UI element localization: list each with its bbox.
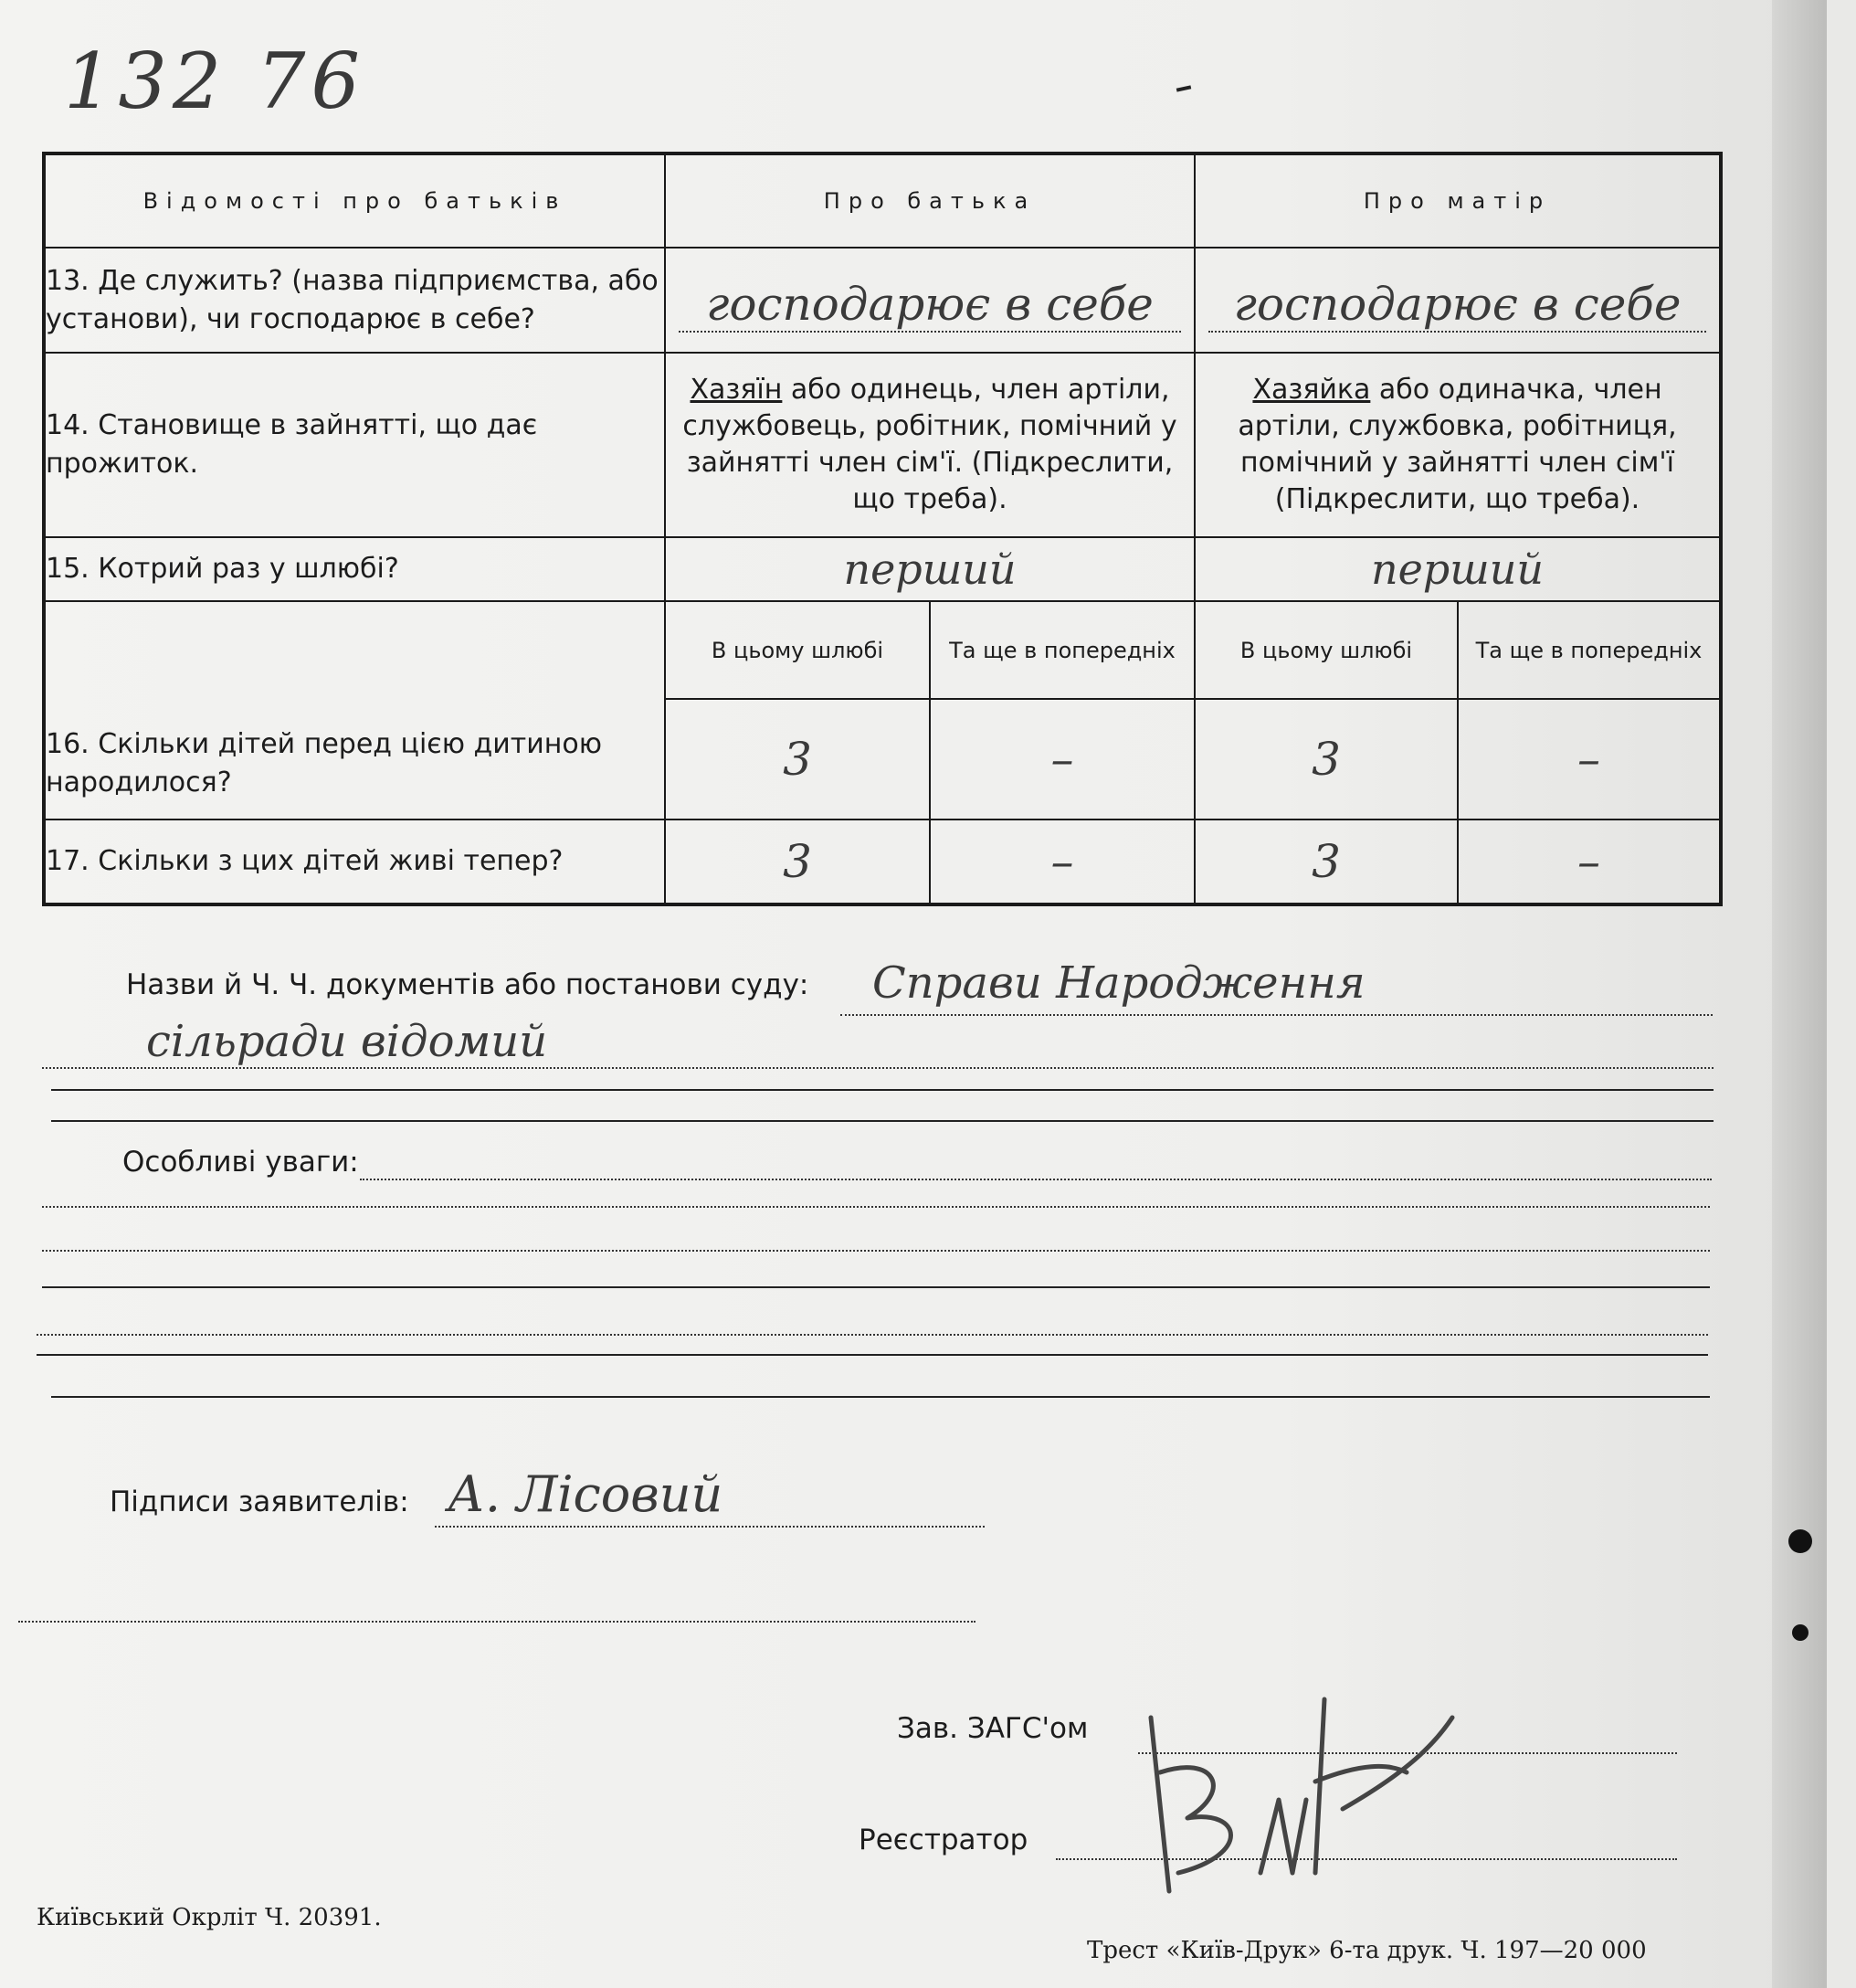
q14-father-cell <box>665 353 1195 537</box>
q15-label: 15. Котрий раз у шлюбі? <box>44 537 665 601</box>
q15-father-value: перший <box>843 545 1017 595</box>
subheader-father-prev: Та ще в попередніх <box>930 601 1195 699</box>
row-q13 <box>44 248 1721 353</box>
q17-father-prev: – <box>930 820 1195 904</box>
signatures-dotted-line <box>435 1526 985 1528</box>
q14-mother-underlined: Хазяйка <box>1252 374 1371 407</box>
q15-mother-value: перший <box>1370 545 1545 595</box>
header-mother: Про матір <box>1195 153 1721 248</box>
ink-mark <box>1176 85 1191 91</box>
header-parents-info: Відомості про батьків <box>44 153 665 248</box>
q13-father-value: господарює в себе <box>679 269 1181 333</box>
q17-father-this: 3 <box>665 820 930 904</box>
q16-mother-prev: – <box>1458 699 1721 820</box>
documents-dotted-line <box>840 1014 1713 1016</box>
footer-right: Трест «Київ-Друк» 6-та друк. Ч. 197—20 000 <box>1087 1937 1647 1964</box>
q13-label: 13. Де служить? (назва підприємства, або установи), чи господарює в себе? <box>44 248 665 353</box>
notes-rule-2 <box>37 1354 1708 1356</box>
q17-label: 17. Скільки з цих дітей живі тепер? <box>44 820 665 904</box>
q17-mother-this: 3 <box>1195 820 1458 904</box>
notes-rule <box>42 1286 1710 1288</box>
punch-hole <box>1792 1624 1809 1641</box>
q13-mother-cell <box>1195 248 1721 353</box>
documents-dotted-line-2 <box>42 1067 1714 1069</box>
punch-hole <box>1788 1529 1812 1553</box>
row-subheaders <box>44 601 1721 699</box>
row-q17 <box>44 820 1721 904</box>
q14-father-options: або одинець, член артіли, службовець, робітник, помічний у зайнятті член сім'ї. (Підкреслити, що треба). <box>682 374 1177 516</box>
documents-rule-2 <box>51 1120 1714 1122</box>
notes-dotted-line-4 <box>37 1334 1708 1336</box>
documents-value-line1: Справи Народження <box>872 957 1366 1009</box>
page-binding-edge <box>1772 0 1827 1988</box>
subheader-father-this: В цьому шлюбі <box>665 601 930 699</box>
q15-father-cell <box>665 537 1195 601</box>
q17-mother-prev: – <box>1458 820 1721 904</box>
archive-number: 132 76 <box>64 37 365 126</box>
row-q15 <box>44 537 1721 601</box>
notes-rule-3 <box>51 1396 1710 1398</box>
q16-label: 16. Скільки дітей перед цією дитиною народилося? <box>44 601 665 820</box>
documents-label: Назви й Ч. Ч. документів або постанови суду: <box>126 968 809 1001</box>
q14-father-underlined: Хазяїн <box>690 374 783 407</box>
registrar-label: Реєстратор <box>859 1824 1028 1856</box>
documents-rule <box>51 1089 1714 1091</box>
q15-mother-cell <box>1195 537 1721 601</box>
row-q14 <box>44 353 1721 537</box>
documents-value-line2: сільради відомий <box>146 1016 548 1067</box>
notes-dotted-line <box>360 1179 1712 1180</box>
q16-father-this: 3 <box>665 699 930 820</box>
notes-dotted-line-2 <box>42 1206 1710 1208</box>
signatures-value: А. Лісовий <box>448 1465 723 1523</box>
signatures-label: Підписи заявителів: <box>110 1486 409 1518</box>
q16-father-prev: – <box>930 699 1195 820</box>
q14-label: 14. Становище в зайнятті, що дає прожиток. <box>44 353 665 537</box>
notes-dotted-line-3 <box>42 1250 1710 1252</box>
q14-mother-options: або одиначка, член артіли, службовка, робітниця, помічний у зайнятті член сім'ї (Підкреслити, що треба). <box>1238 374 1677 516</box>
table-header-row <box>44 153 1721 248</box>
q13-mother-value: господарює в себе <box>1208 269 1706 333</box>
header-father: Про батька <box>665 153 1195 248</box>
zags-head-label: Зав. ЗАГС'ом <box>897 1712 1089 1745</box>
notes-label: Особливі уваги: <box>122 1146 359 1179</box>
signatures-dotted-line-2 <box>18 1621 975 1623</box>
q16-mother-this: 3 <box>1195 699 1458 820</box>
subheader-mother-this: В цьому шлюбі <box>1195 601 1458 699</box>
footer-left: Київський Окрліт Ч. 20391. <box>37 1904 382 1931</box>
parents-info-table <box>42 152 1723 906</box>
q14-mother-cell <box>1195 353 1721 537</box>
subheader-mother-prev: Та ще в попередніх <box>1458 601 1721 699</box>
q13-father-cell <box>665 248 1195 353</box>
official-signature <box>1133 1663 1480 1900</box>
